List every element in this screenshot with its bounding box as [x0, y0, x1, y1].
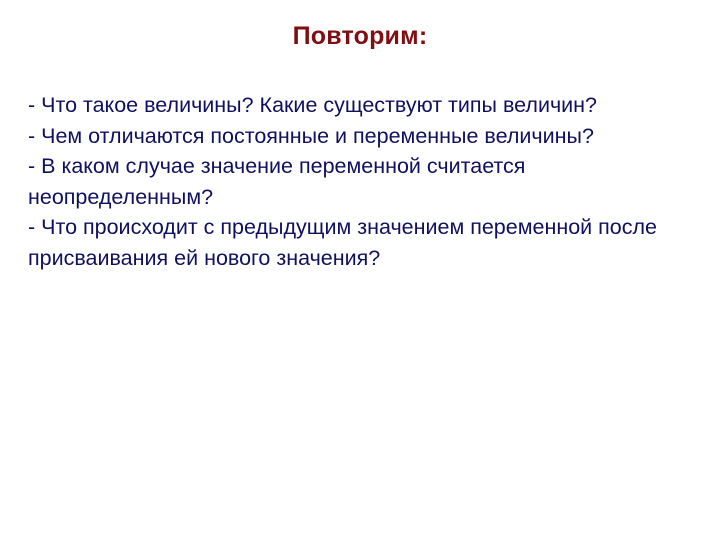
slide-body: [28, 90, 688, 273]
page-title: Повторим:: [292, 22, 428, 50]
body-line: - В каком случае значение переменной считается неопределенным?: [28, 154, 532, 209]
body-line: - Что такое величины? Какие существуют типы величин?: [28, 93, 597, 117]
body-line: - Чем отличаются постоянные и переменные величины?: [28, 123, 594, 148]
body-line: - Что происходит с предыдущим значением переменной после присваивания ей нового значения?: [28, 215, 663, 270]
